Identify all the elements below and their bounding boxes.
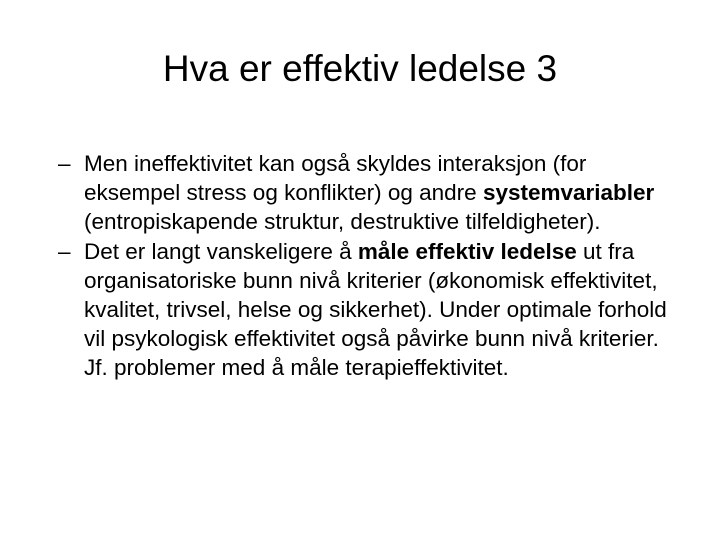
bullet-text: Det er langt vanskeligere å [84, 238, 358, 264]
bullet-item [58, 149, 668, 237]
bullet-bold-term: måle effektiv ledelse [357, 238, 577, 264]
bullet-bold-term: systemvariabler [482, 180, 655, 206]
bullet-text: (entropiskapende struktur, destruktive tilfeldigheter). [84, 209, 601, 235]
bullet-text: ut fra organisatoriske bunn nivå kriterier (økonomisk effektivitet, kvalitet, trivsel, helse og sikkerhet). Under optimale forhold vil psykologisk effektivitet også påvirke bunn nivå kriterier. Jf. problemer med å måle terapieffektivitet. [84, 238, 667, 381]
bullet-item [58, 237, 668, 383]
bullet-text: Men ineffektivitet kan også skyldes interaksjon (for eksempel stress og konflikter) og andre [84, 151, 587, 206]
bullet-dash: – [58, 151, 71, 176]
bullet-list [58, 149, 668, 383]
slide-title: Hva er effektiv ledelse 3 [162, 48, 558, 89]
bullet-dash: – [58, 238, 71, 264]
